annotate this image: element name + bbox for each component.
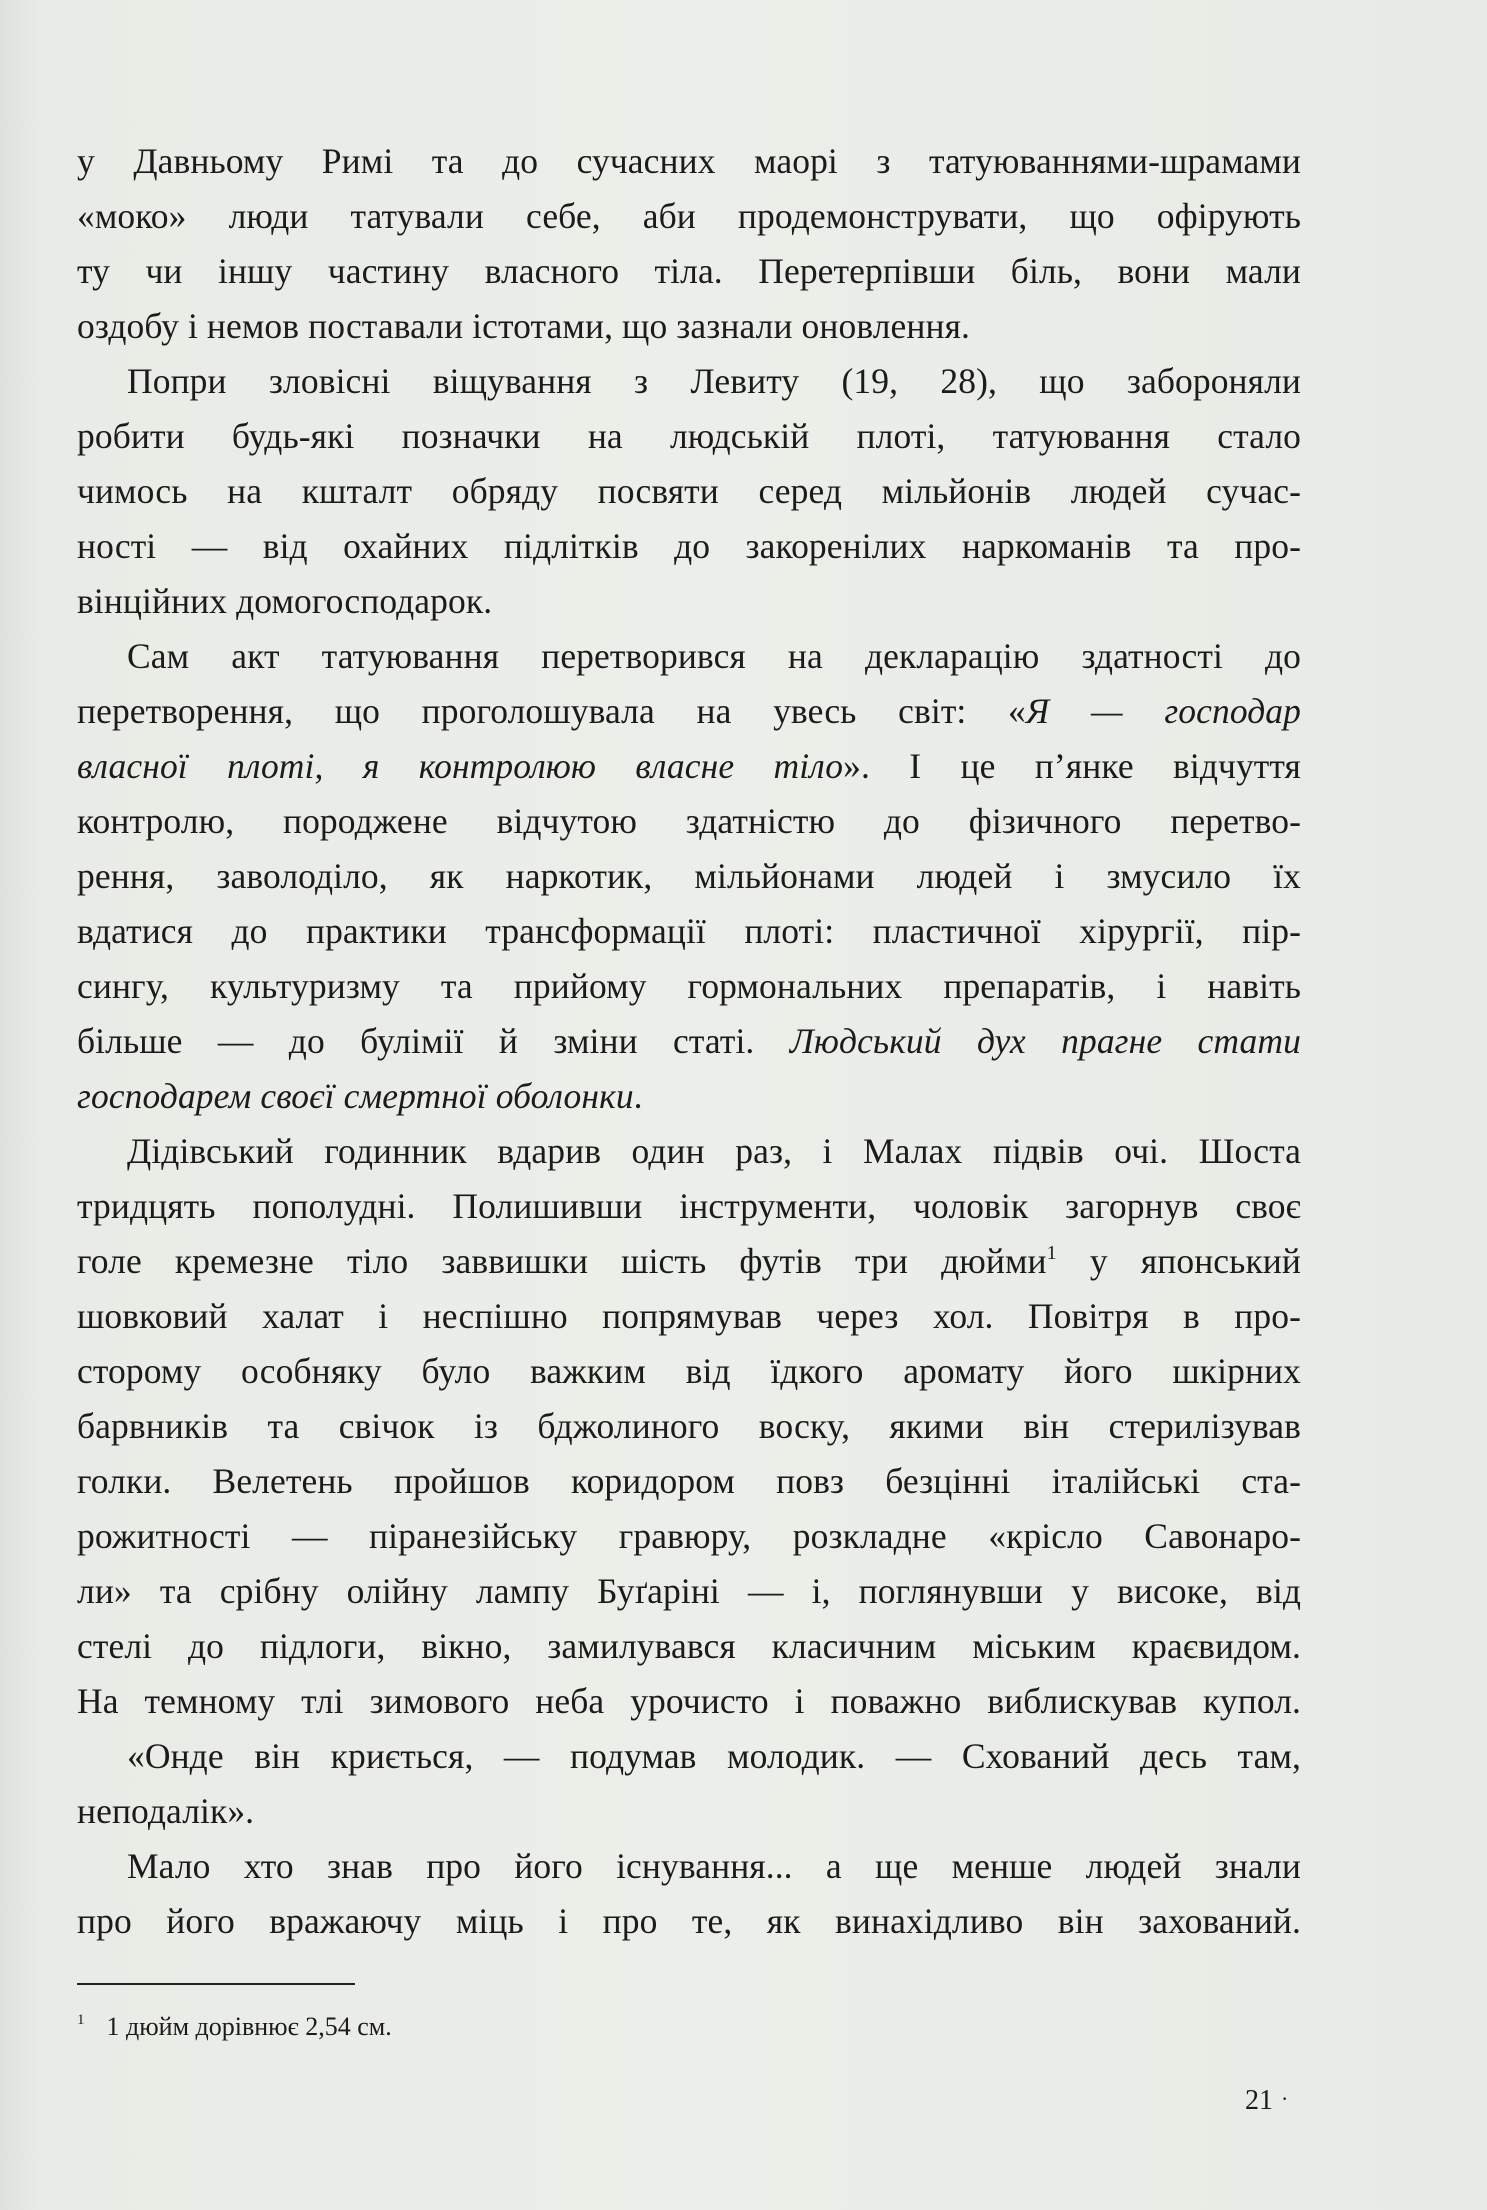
text-segment: тридцять пополудні. Полишивши інструменти, чоловік загорнув своє xyxy=(77,1186,1301,1226)
italic-text: Я — господар xyxy=(1025,691,1301,731)
text-segment: рожитності — піранезійську гравюру, розкладне «крісло Савонаро- xyxy=(77,1516,1301,1556)
text-segment: більше — до булімії й зміни статі. xyxy=(77,1021,790,1061)
text-line xyxy=(77,1014,1301,1069)
text-line xyxy=(77,1674,1301,1729)
text-line xyxy=(77,904,1301,959)
italic-text: господарем своєї смертної оболонки xyxy=(77,1076,634,1116)
text-segment: ту чи іншу частину власного тіла. Перетерпівши біль, вони мали xyxy=(77,251,1301,291)
footnote-text: 1 дюйм дорівнює 2,54 см. xyxy=(106,2012,392,2041)
page-number-ornament: · xyxy=(1281,2086,1289,2111)
text-segment: рення, заволоділо, як наркотик, мільйонами людей і змусило їх xyxy=(77,856,1301,896)
text-segment: неподалік». xyxy=(77,1791,255,1831)
text-line xyxy=(77,299,1301,354)
text-line xyxy=(77,464,1301,519)
text-segment: контролю, породжене відчутою здатністю до фізичного перетво- xyxy=(77,801,1301,841)
text-segment: «моко» люди татували себе, аби продемонструвати, що офірують xyxy=(77,196,1301,236)
footnote-divider xyxy=(77,1983,355,1985)
text-line xyxy=(77,354,1301,409)
text-line xyxy=(77,519,1301,574)
text-line xyxy=(77,739,1301,794)
italic-text: Людський дух прагне стати xyxy=(789,1021,1301,1061)
text-line xyxy=(77,1454,1301,1509)
text-line xyxy=(77,1784,1301,1839)
text-line xyxy=(77,1124,1301,1179)
text-segment: . xyxy=(633,1076,643,1116)
text-line xyxy=(77,1069,1301,1124)
text-segment: перетворення, що проголошувала на увесь світ: « xyxy=(77,691,1026,731)
footnote-reference: 1 xyxy=(1046,1242,1057,1264)
text-segment: голки. Велетень пройшов коридором повз безцінні італійські ста- xyxy=(77,1461,1301,1501)
text-segment: Сам акт татуювання перетворився на декларацію здатності до xyxy=(127,636,1301,676)
text-segment: ли» та срібну олійну лампу Буґаріні — і, поглянувши у високе, від xyxy=(77,1571,1301,1611)
text-line xyxy=(77,959,1301,1014)
text-line xyxy=(77,1399,1301,1454)
text-line xyxy=(77,1894,1301,1949)
text-segment: барвників та свічок із бджолиного воску, якими він стерилізував xyxy=(77,1406,1301,1446)
text-segment: голе кремезне тіло заввишки шість футів три дюйми xyxy=(77,1241,1047,1281)
italic-text: власної плоті, я контролюю власне тіло xyxy=(77,746,844,786)
text-segment: оздобу і немов поставали істотами, що зазнали оновлення. xyxy=(77,306,971,346)
text-line xyxy=(77,684,1301,739)
text-line xyxy=(77,1289,1301,1344)
text-segment: робити будь-які позначки на людській плоті, татуювання стало xyxy=(77,416,1301,456)
text-line xyxy=(77,189,1301,244)
text-segment: вдатися до практики трансформації плоті: пластичної хірургії, пір- xyxy=(77,911,1301,951)
text-segment: вінційних домогосподарок. xyxy=(77,581,493,621)
page-number-value: 21 xyxy=(1245,2085,1273,2116)
text-segment: «Онде він криється, — подумав молодик. — Схований десь там, xyxy=(127,1736,1301,1776)
text-segment: Попри зловісні віщування з Левиту (19, 28), що забороняли xyxy=(127,361,1301,401)
text-segment: Мало хто знав про його існування... а ще менше людей знали xyxy=(127,1846,1301,1886)
text-segment: ності — від охайних підлітків до закоренілих наркоманів та про- xyxy=(77,526,1301,566)
text-line xyxy=(77,794,1301,849)
book-page-body xyxy=(77,134,1301,1949)
text-line xyxy=(77,574,1301,629)
footnote-mark: 1 xyxy=(77,2012,85,2028)
text-line xyxy=(77,134,1301,189)
text-segment: сторому особняку було важким від їдкого аромату його шкірних xyxy=(77,1351,1301,1391)
text-line xyxy=(77,1619,1301,1674)
text-line xyxy=(77,1839,1301,1894)
text-segment: Дідівський годинник вдарив один раз, і Малах підвів очі. Шоста xyxy=(127,1131,1301,1171)
text-segment: На темному тлі зимового неба урочисто і поважно виблискував купол. xyxy=(77,1681,1301,1721)
text-line xyxy=(77,1729,1301,1784)
text-segment: у Давньому Римі та до сучасних маорі з татуюваннями-шрамами xyxy=(77,141,1301,181)
text-line xyxy=(77,1344,1301,1399)
text-segment: чимось на кшталт обряду посвяти серед мільйонів людей сучас- xyxy=(77,471,1301,511)
text-line xyxy=(77,1564,1301,1619)
text-segment: у японський xyxy=(1056,1241,1301,1281)
page-number xyxy=(1245,2082,1288,2118)
text-line xyxy=(77,629,1301,684)
text-line xyxy=(77,1179,1301,1234)
text-segment: про його вражаючу міць і про те, як винахідливо він захований. xyxy=(77,1901,1301,1941)
text-line xyxy=(77,849,1301,904)
footnote xyxy=(77,2004,392,2043)
text-line xyxy=(77,1234,1301,1289)
text-line xyxy=(77,244,1301,299)
text-line xyxy=(77,1509,1301,1564)
text-segment: шовковий халат і неспішно попрямував через хол. Повітря в про- xyxy=(77,1296,1301,1336)
text-segment: сингу, культуризму та прийому гормональних препаратів, і навіть xyxy=(77,966,1301,1006)
text-segment: стелі до підлоги, вікно, замилувався класичним міським краєвидом. xyxy=(77,1626,1301,1666)
text-line xyxy=(77,409,1301,464)
text-segment: ». І це п’янке відчуття xyxy=(843,746,1301,786)
